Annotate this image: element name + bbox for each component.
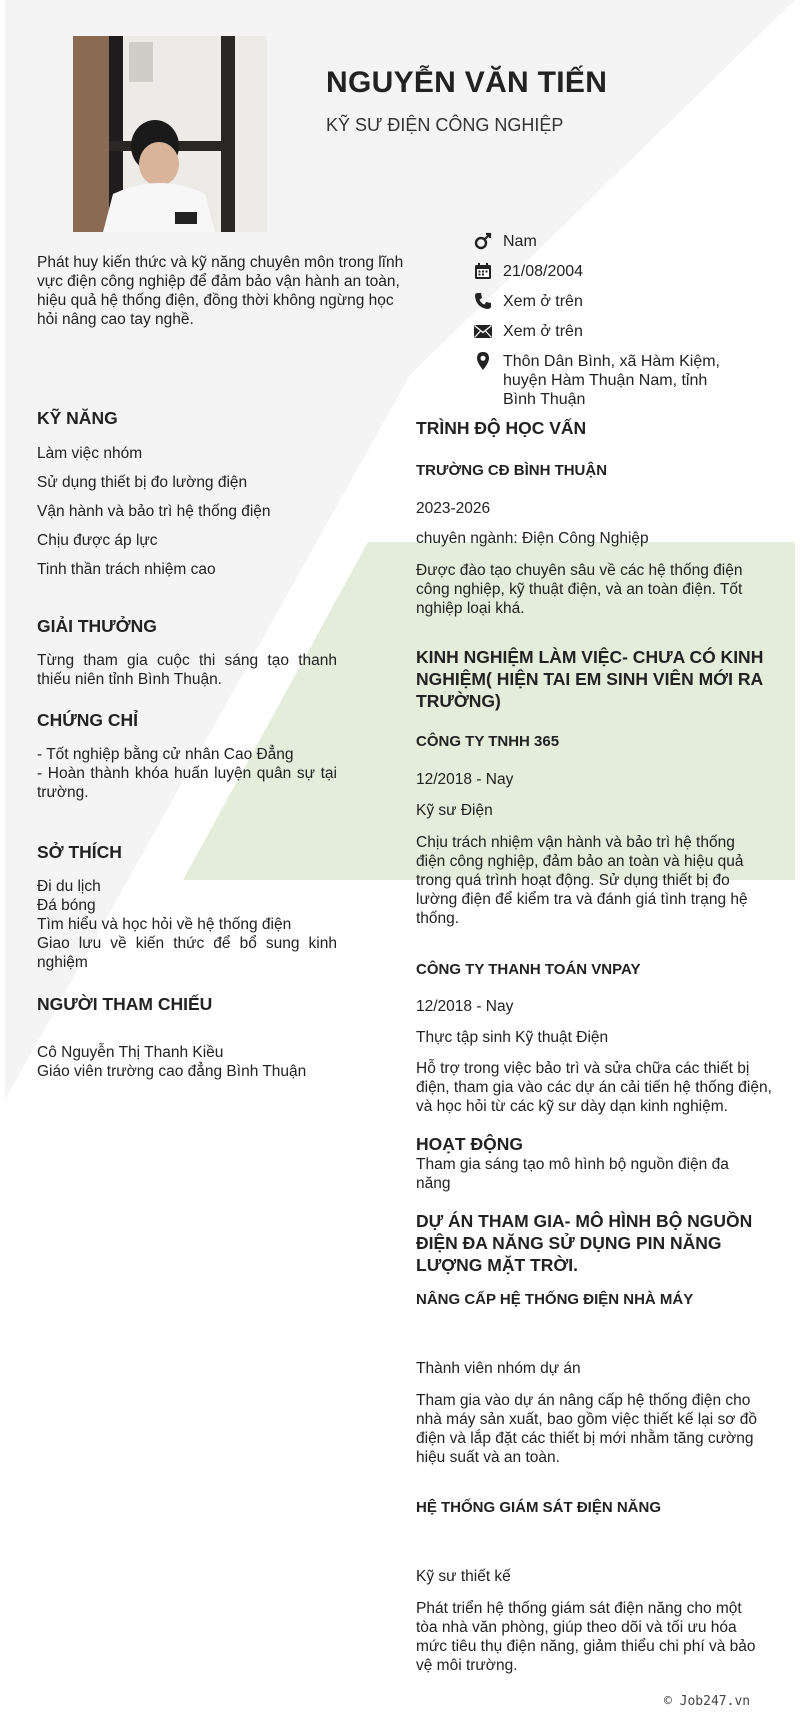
awards-text: Từng tham gia cuộc thi sáng tạo thanh thiếu niên tỉnh Bình Thuận. [37, 652, 337, 688]
project-name: HỆ THỐNG GIÁM SÁT ĐIỆN NĂNG [416, 1499, 662, 1516]
skill-item: Vận hành và bảo trì hệ thống điện [37, 503, 271, 520]
certificate-item: - Hoàn thành khóa huấn luyện quân sự tại trường. [37, 765, 337, 801]
contact-address: Thôn Dân Bình, xã Hàm Kiệm, huyện Hàm Thuận Nam, tỉnh Bình Thuận [503, 353, 720, 408]
candidate-name: NGUYỄN VĂN TIẾN [326, 66, 608, 99]
project-description: Phát triển hệ thống giám sát điện năng cho một tòa nhà văn phòng, giúp theo dõi và tối ưu hóa mức tiêu thụ điện năng, giảm thiểu chi phí và bảo vệ môi trường. [416, 1600, 756, 1674]
job-role: Kỹ sư Điện [416, 802, 493, 819]
job-description: Chịu trách nhiệm vận hành và bảo trì hệ thống điện công nghiệp, đảm bảo an toàn và hiệu quả trong quá trình hoạt động. Sử dụng thiết bị đo lường điện để kiểm tra và đánh giá tình trạng hệ thống. [416, 834, 748, 927]
activities-heading: HOẠT ĐỘNG [416, 1134, 523, 1154]
gender-icon [473, 231, 493, 251]
education-period: 2023-2026 [416, 500, 491, 517]
location-icon [473, 351, 493, 371]
education-major: chuyên ngành: Điện Công Nghiệp [416, 530, 649, 547]
contact-email: Xem ở trên [503, 323, 583, 340]
skill-item: Tinh thần trách nhiệm cao [37, 561, 216, 578]
calendar-icon [473, 261, 493, 281]
job-company: CÔNG TY TNHH 365 [416, 733, 560, 750]
job-period: 12/2018 - Nay [416, 771, 514, 788]
job-company: CÔNG TY THANH TOÁN VNPAY [416, 961, 641, 978]
skills-heading: KỸ NĂNG [37, 408, 118, 428]
reference-position: Giáo viên trường cao đẳng Bình Thuận [37, 1063, 307, 1080]
project-role: Kỹ sư thiết kế [416, 1568, 511, 1585]
hobby-item: Đi du lịch [37, 878, 101, 895]
hobbies-heading: SỞ THÍCH [37, 842, 122, 862]
projects-heading: DỰ ÁN THAM GIA- MÔ HÌNH BỘ NGUỒN ĐIỆN ĐA NĂNG SỬ DỤNG PIN NĂNG LƯỢNG MẶT TRỜI. [416, 1211, 753, 1275]
education-school: TRƯỜNG CĐ BÌNH THUẬN [416, 462, 608, 479]
skill-item: Sử dụng thiết bị đo lường điện [37, 474, 248, 491]
phone-icon [473, 291, 493, 311]
certificates-heading: CHỨNG CHỈ [37, 710, 139, 730]
project-role: Thành viên nhóm dự án [416, 1360, 581, 1377]
job-title: KỸ SƯ ĐIỆN CÔNG NGHIỆP [326, 115, 564, 135]
hobby-item: Đá bóng [37, 897, 96, 914]
job-description: Hỗ trợ trong việc bảo trì và sửa chữa các thiết bị điện, tham gia vào các dự án cải tiến hệ thống điện, và học hỏi từ các kỹ sư dày dạn kinh nghiệm. [416, 1060, 772, 1115]
skill-item: Chịu được áp lực [37, 532, 158, 549]
hobby-item: Tìm hiểu và học hỏi về hệ thống điện [37, 916, 292, 933]
profile-photo [73, 36, 267, 232]
experience-heading: KINH NGHIỆM LÀM VIỆC- CHƯA CÓ KINH NGHIỆM( HIỆN TAI EM SINH VIÊN MỚI RA TRƯỜNG) [416, 647, 764, 711]
contact-phone: Xem ở trên [503, 293, 583, 310]
activities-text: Tham gia sáng tạo mô hình bộ nguồn điện đa năng [416, 1156, 729, 1192]
awards-heading: GIẢI THƯỞNG [37, 616, 157, 636]
career-objective: Phát huy kiến thức và kỹ năng chuyên môn trong lĩnh vực điện công nghiệp để đảm bảo vận hành an toàn, hiệu quả hệ thống điện, đồng thời không ngừng học hỏi nâng cao tay nghề. [37, 254, 404, 328]
project-description: Tham gia vào dự án nâng cấp hệ thống điện cho nhà máy sản xuất, bao gồm việc thiết kế lại sơ đồ điện và lắp đặt các thiết bị mới nhằm tăng cường hiệu suất và an toàn. [416, 1392, 758, 1466]
references-heading: NGƯỜI THAM CHIẾU [37, 994, 213, 1014]
reference-name: Cô Nguyễn Thị Thanh Kiều [37, 1044, 224, 1061]
job-period: 12/2018 - Nay [416, 998, 514, 1015]
project-name: NÂNG CẤP HỆ THỐNG ĐIỆN NHÀ MÁY [416, 1291, 694, 1308]
contact-birthday: 21/08/2004 [503, 263, 584, 280]
hobby-item: Giao lưu về kiến thức để bổ sung kinh nghiệm [37, 935, 337, 971]
skill-item: Làm việc nhóm [37, 445, 143, 462]
footer-copyright: © Job247.vn [664, 1694, 751, 1709]
education-heading: TRÌNH ĐỘ HỌC VẤN [416, 418, 587, 438]
certificate-item: - Tốt nghiệp bằng cử nhân Cao Đẳng [37, 746, 294, 763]
education-description: Được đào tạo chuyên sâu về các hệ thống điện công nghiệp, kỹ thuật điện, và an toàn điện. Tốt nghiệp loại khá. [416, 562, 743, 617]
job-role: Thực tập sinh Kỹ thuật Điện [416, 1029, 609, 1046]
email-icon [473, 321, 493, 341]
contact-gender: Nam [503, 233, 537, 250]
